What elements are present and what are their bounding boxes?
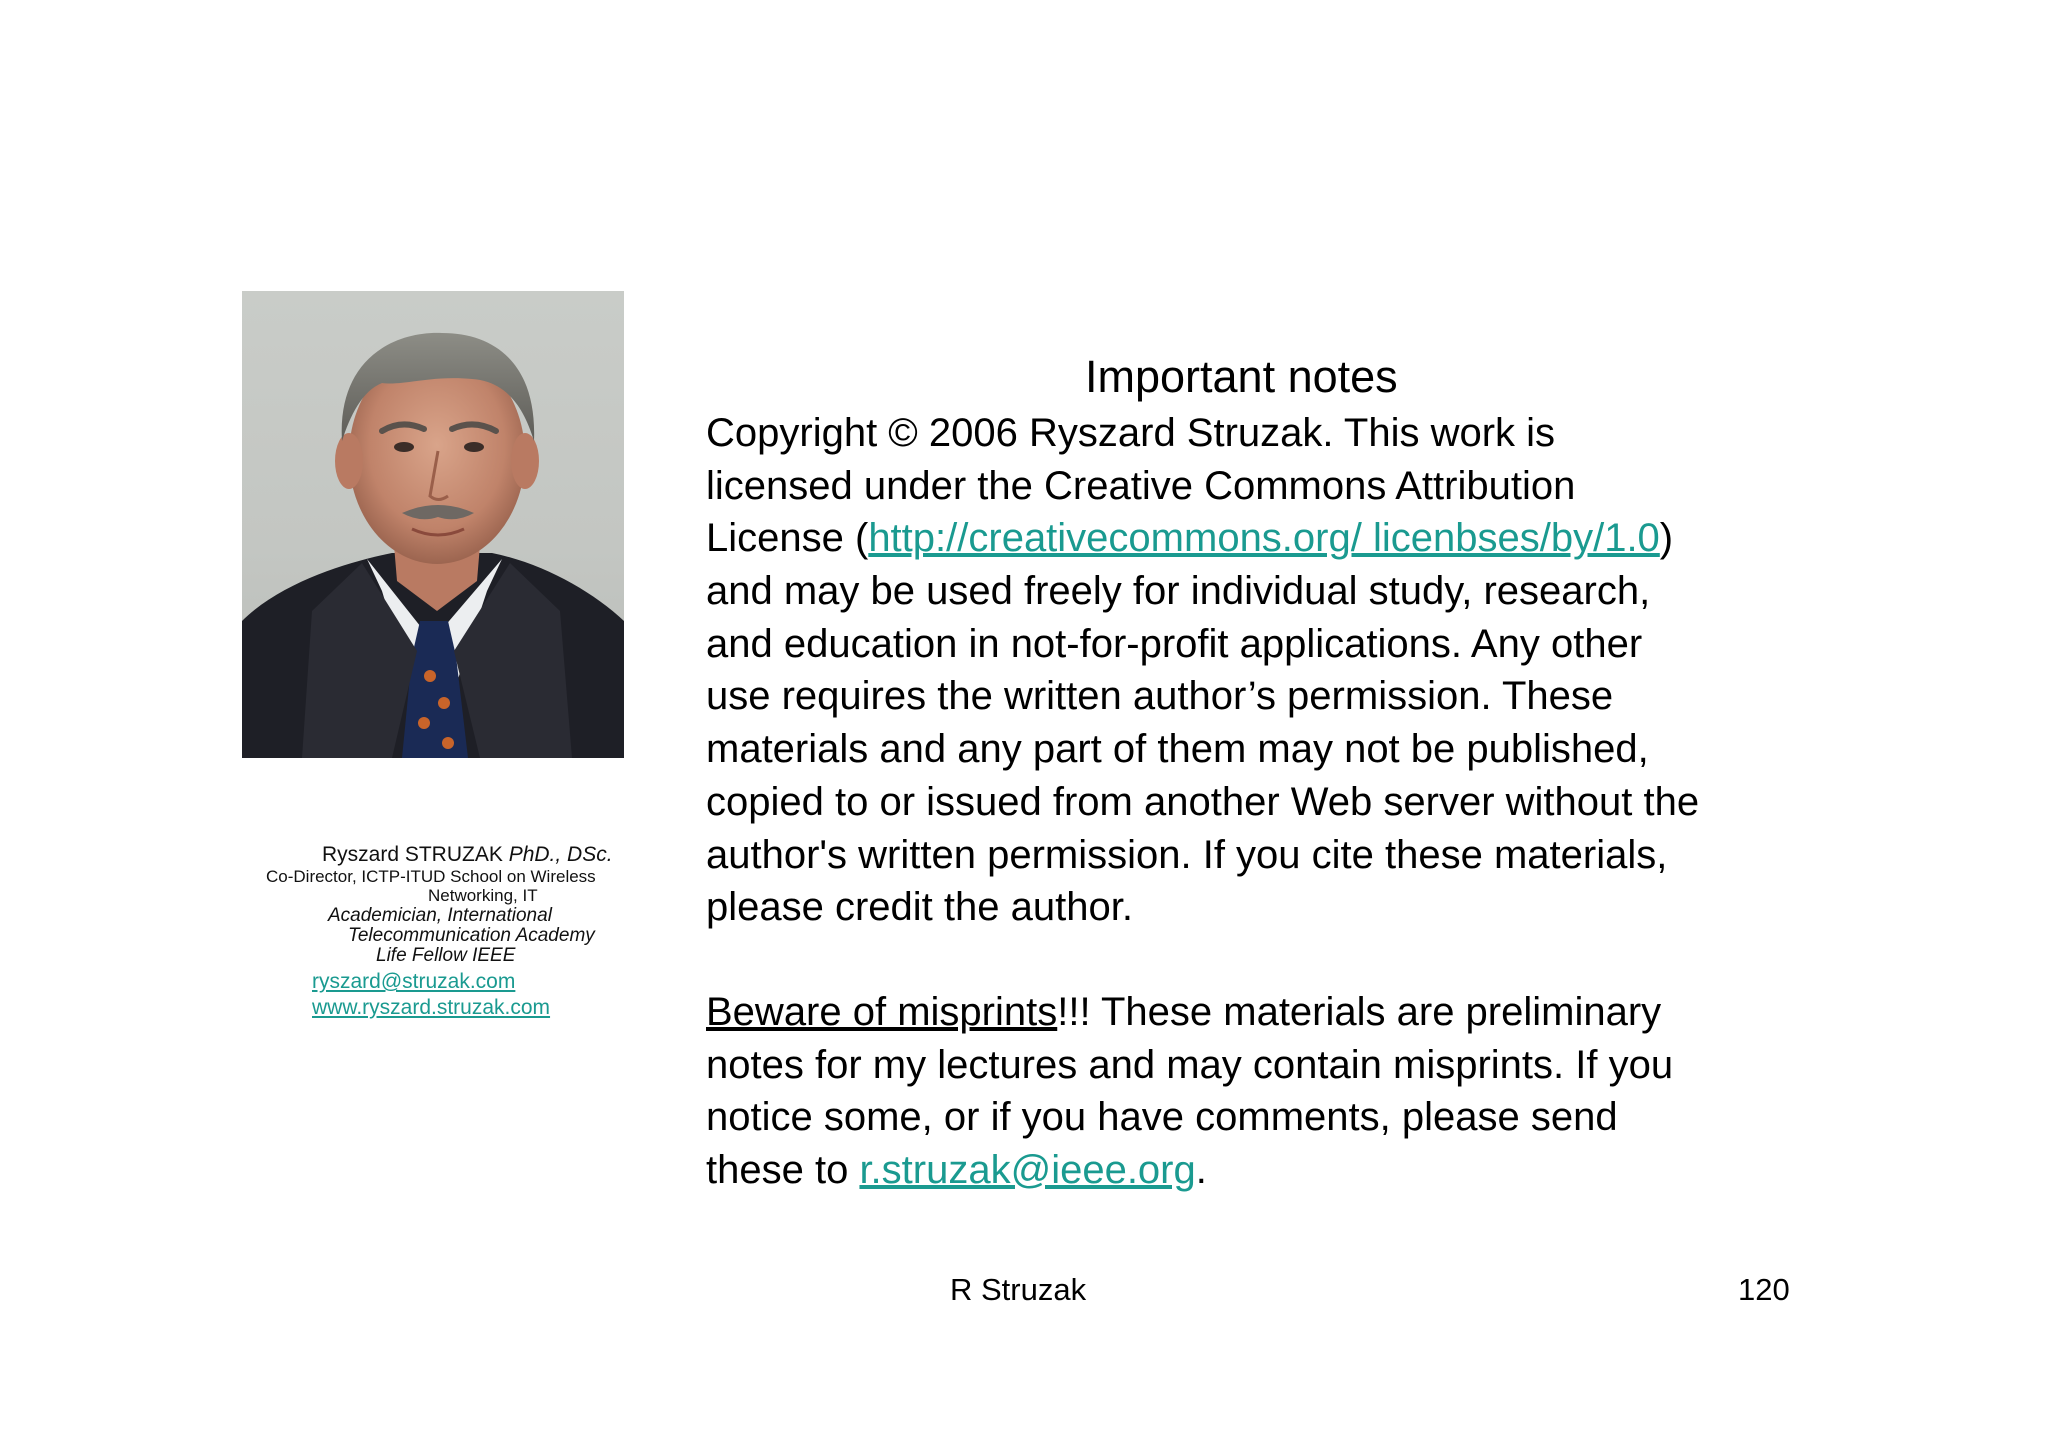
author-degrees: PhD., DSc. (508, 843, 613, 866)
text-line: licensed under the Creative Commons Attribution (706, 463, 1576, 508)
author-academy-line1: Academician, International (328, 905, 552, 926)
text-fragment: . (1195, 1148, 1207, 1193)
author-website-row (312, 998, 550, 1018)
author-name-line (322, 845, 613, 865)
text-line: and education in not-for-profit applications. Any other (706, 621, 1643, 666)
text-fragment: License ( (706, 516, 869, 561)
author-email-row (312, 972, 515, 992)
text-fragment: ) (1659, 516, 1674, 561)
text-line: notice some, or if you have comments, please send (706, 1095, 1618, 1140)
misprints-heading: Beware of misprints (706, 990, 1058, 1034)
author-email-link[interactable]: ryszard@struzak.com (312, 970, 516, 993)
text-line (706, 512, 1699, 565)
text-line: use requires the written author’s permission. These (706, 674, 1614, 719)
misprints-paragraph (706, 986, 1673, 1197)
text-line (706, 1144, 1673, 1197)
text-line: please credit the author. (706, 885, 1133, 930)
author-role-line1: Co-Director, ICTP-ITUD School on Wireless (266, 867, 596, 886)
text-line: author's written permission. If you cite these materials, (706, 832, 1668, 877)
text-fragment: !!! These materials are preliminary (1057, 990, 1662, 1034)
license-link[interactable]: http://creativecommons.org/ licenbses/by/1.0 (868, 516, 1660, 561)
text-line: materials and any part of them may not be published, (706, 727, 1649, 772)
author-role-line2: Networking, IT (428, 886, 538, 905)
text-line: Copyright © 2006 Ryszard Struzak. This work is (706, 411, 1556, 455)
text-line: and may be used freely for individual study, research, (706, 569, 1651, 614)
copyright-paragraph (706, 407, 1699, 934)
author-website-link[interactable]: www.ryszard.struzak.com (312, 996, 551, 1019)
text-line: copied to or issued from another Web server without the (706, 779, 1700, 824)
author-photo (242, 291, 624, 758)
contact-email-link[interactable]: r.struzak@ieee.org (859, 1148, 1196, 1193)
footer-author: R Struzak (950, 1272, 1087, 1307)
text-line: notes for my lectures and may contain misprints. If you (706, 1042, 1674, 1087)
slide-title: Important notes (1085, 351, 1398, 402)
text-line (706, 986, 1673, 1039)
author-academy-line2: Telecommunication Academy (348, 925, 595, 946)
page-number: 120 (1738, 1272, 1790, 1307)
author-name: Ryszard STRUZAK (322, 843, 503, 866)
text-fragment: these to (706, 1148, 860, 1193)
author-fellow: Life Fellow IEEE (376, 945, 516, 966)
